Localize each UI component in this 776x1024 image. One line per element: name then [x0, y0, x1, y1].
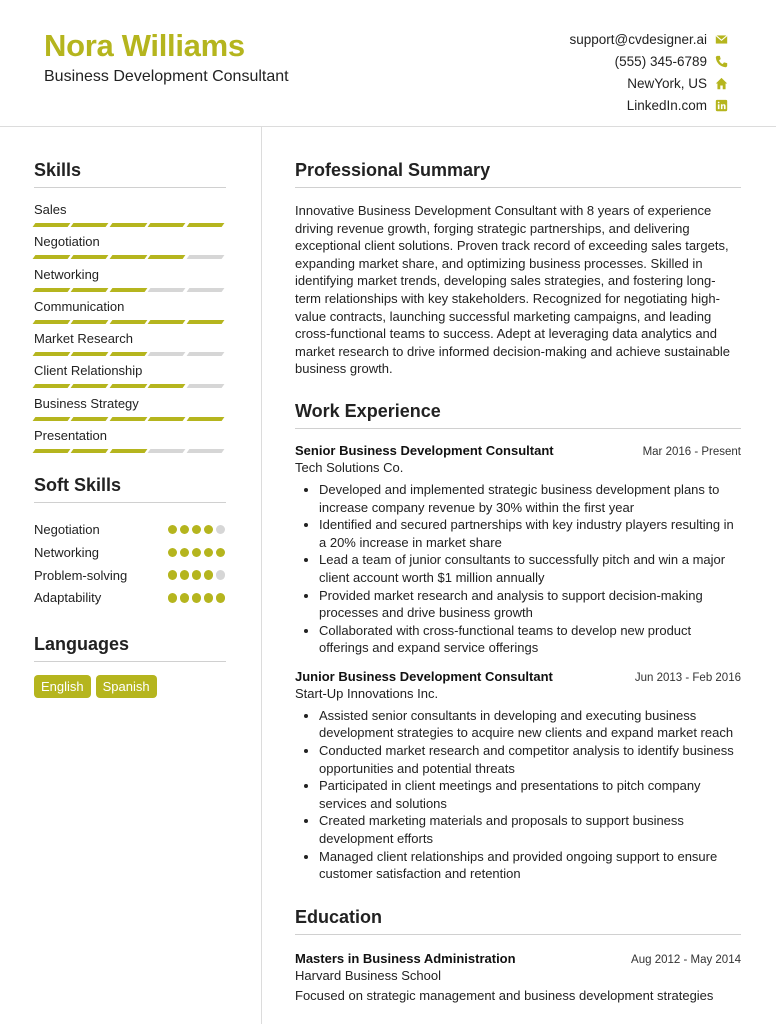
- job-entry: [295, 443, 741, 657]
- skill-item: [34, 396, 226, 428]
- skill-name: Sales: [34, 202, 67, 217]
- skill-level-segment: [148, 417, 186, 421]
- skill-level-segment: [148, 384, 186, 388]
- rating-dot: [180, 593, 190, 603]
- job-company: Tech Solutions Co.: [295, 459, 404, 475]
- education-school: Harvard Business School: [295, 967, 441, 983]
- skill-level-segment: [33, 384, 71, 388]
- soft-skill-rating: [168, 525, 226, 535]
- rating-dot: [168, 548, 178, 558]
- rating-dot: [216, 593, 226, 603]
- skill-level-segment: [33, 417, 71, 421]
- job-bullet: • Identified and secured partnerships with key industry players resulting in a 20% increase in market share: [319, 516, 741, 551]
- work-heading: Work Experience: [295, 401, 741, 429]
- job-bullet: • Assisted senior consultants in developing and executing business development strategies to acquire new clients and expand market reach: [319, 707, 741, 742]
- skill-level-segment: [33, 288, 71, 292]
- contact-location-text: NewYork, US: [627, 75, 707, 91]
- skill-item: [34, 267, 226, 299]
- rating-dot: [192, 548, 202, 558]
- job-role: Junior Business Development Consultant: [295, 668, 553, 684]
- skill-name: Business Strategy: [34, 395, 139, 411]
- skill-item: [34, 234, 226, 266]
- job-date: Mar 2016 - Present: [642, 445, 741, 458]
- skill-level-segment: [71, 417, 109, 421]
- job-company: Start-Up Innovations Inc.: [295, 685, 439, 701]
- skill-level-bar: [34, 449, 226, 453]
- skill-level-bar: [34, 320, 226, 324]
- skill-level-segment: [186, 384, 224, 388]
- contact-linkedin[interactable]: [569, 94, 728, 116]
- summary-text: Innovative Business Development Consultant with 8 years of experience driving revenue growth, forging strategic partnerships, and delivering exceptional client solutions. Proven track record of exceeding sales targets, expanding market share, and optimizing business processes. Skilled in identifying market trends, developing sales strategies, and fostering long-term relationships with key stakeholders. Recognized for negotiating high-value contracts, launching successful marketing campaigns, and leading cross-functional teams to success. Adept at leveraging data analytics and market research to drive informed decision-making and achieve sustainable business growth.: [295, 203, 730, 377]
- contact-info: [569, 28, 728, 116]
- rating-dot: [168, 525, 178, 535]
- skill-level-segment: [33, 449, 71, 453]
- education-date: Aug 2012 - May 2014: [631, 953, 741, 966]
- rating-dot: [180, 548, 190, 558]
- skill-level-bar: [34, 255, 226, 259]
- soft-skills-list: [34, 518, 226, 609]
- soft-skill-item: [34, 586, 226, 609]
- skill-level-segment: [148, 223, 186, 227]
- skill-level-bar: [34, 223, 226, 227]
- skill-name: Market Research: [34, 331, 133, 347]
- skills-heading: Skills: [34, 160, 226, 188]
- contact-phone[interactable]: [569, 50, 728, 72]
- skill-level-segment: [148, 288, 186, 292]
- main-content: [295, 127, 741, 1004]
- linkedin-icon: [715, 99, 728, 112]
- contact-phone-text: (555) 345-6789: [614, 53, 707, 69]
- skill-level-segment: [71, 288, 109, 292]
- job-bullet: • Created marketing materials and proposals to support business development efforts: [319, 812, 741, 847]
- job-bullets: [295, 707, 741, 883]
- job-date: Jun 2013 - Feb 2016: [634, 671, 741, 684]
- skill-name: Negotiation: [34, 234, 100, 250]
- job-bullet: • Developed and implemented strategic business development plans to increase company revenue by 30% within the first year: [319, 481, 741, 516]
- skill-level-segment: [109, 223, 147, 227]
- skill-name: Communication: [34, 298, 125, 314]
- skill-level-segment: [109, 384, 147, 388]
- soft-skill-rating: [168, 593, 226, 603]
- soft-skill-item: [34, 518, 226, 541]
- languages-heading: Languages: [34, 634, 226, 662]
- skill-level-segment: [186, 352, 224, 356]
- skill-level-segment: [109, 352, 147, 356]
- language-badge: Spanish: [96, 675, 157, 698]
- job-bullet: • Lead a team of junior consultants to successfully pitch and win a major client account worth $1 million annually: [319, 551, 741, 586]
- rating-dot: [216, 570, 226, 580]
- skill-level-segment: [186, 417, 224, 421]
- work-list: [295, 443, 741, 883]
- rating-dot: [168, 570, 178, 580]
- contact-email[interactable]: [569, 28, 728, 50]
- skill-level-segment: [33, 352, 71, 356]
- skill-item: [34, 331, 226, 363]
- skill-level-segment: [186, 449, 224, 453]
- job-bullet: • Managed client relationships and provided ongoing support to ensure customer satisfaction and retention: [319, 848, 741, 883]
- job-bullet: • Collaborated with cross-functional teams to develop new product offerings and expand service offerings: [319, 622, 741, 657]
- rating-dot: [204, 525, 214, 535]
- summary-heading: Professional Summary: [295, 160, 741, 188]
- phone-icon: [715, 55, 728, 68]
- skill-level-segment: [71, 320, 109, 324]
- contact-linkedin-text: LinkedIn.com: [626, 97, 707, 113]
- rating-dot: [204, 570, 214, 580]
- skill-level-segment: [148, 449, 186, 453]
- job-bullet: • Provided market research and analysis to support decision-making processes and drive business growth: [319, 587, 741, 622]
- soft-skill-rating: [168, 548, 226, 558]
- envelope-icon: [715, 33, 728, 46]
- home-icon: [715, 77, 728, 90]
- rating-dot: [192, 525, 202, 535]
- skill-level-segment: [109, 288, 147, 292]
- skill-name: Presentation: [34, 428, 107, 444]
- skill-level-segment: [109, 417, 147, 421]
- skill-level-segment: [71, 223, 109, 227]
- rating-dot: [168, 593, 178, 603]
- soft-skill-name: Networking: [34, 544, 100, 560]
- skill-item: [34, 428, 226, 460]
- skill-level-segment: [109, 255, 147, 259]
- job-bullet: • Participated in client meetings and presentations to pitch company services and solutions: [319, 777, 741, 812]
- education-entry: [295, 951, 741, 1005]
- education-list: [295, 951, 741, 1005]
- soft-skill-item: [34, 541, 226, 564]
- skill-name: Client Relationship: [34, 363, 143, 379]
- job-entry: [295, 669, 741, 883]
- skill-level-segment: [186, 223, 224, 227]
- candidate-name: Nora Williams: [44, 28, 245, 63]
- skill-item: [34, 299, 226, 331]
- rating-dot: [216, 548, 226, 558]
- rating-dot: [192, 570, 202, 580]
- skill-level-segment: [33, 255, 71, 259]
- rating-dot: [180, 570, 190, 580]
- soft-skill-name: Adaptability: [34, 590, 102, 606]
- candidate-title: Business Development Consultant: [44, 68, 289, 85]
- skill-level-segment: [109, 320, 147, 324]
- language-badge: English: [34, 675, 91, 698]
- rating-dot: [192, 593, 202, 603]
- skills-list: [34, 202, 226, 460]
- job-bullet: • Conducted market research and competitor analysis to identify business opportunities and potential threats: [319, 742, 741, 777]
- skill-level-segment: [33, 223, 71, 227]
- skill-item: [34, 202, 226, 234]
- education-header: [295, 951, 741, 966]
- skill-level-segment: [148, 255, 186, 259]
- job-header: [295, 443, 741, 458]
- rating-dot: [180, 525, 190, 535]
- contact-email-text: support@cvdesigner.ai: [569, 31, 707, 47]
- job-header: [295, 669, 741, 684]
- skill-level-segment: [148, 320, 186, 324]
- skill-level-segment: [71, 255, 109, 259]
- soft-skill-item: [34, 564, 226, 587]
- job-bullets: [295, 481, 741, 657]
- rating-dot: [216, 525, 226, 535]
- skill-level-bar: [34, 352, 226, 356]
- skill-level-bar: [34, 417, 226, 421]
- rating-dot: [204, 548, 214, 558]
- rating-dot: [204, 593, 214, 603]
- education-description: Focused on strategic management and business development strategies: [295, 987, 714, 1003]
- skill-level-segment: [71, 449, 109, 453]
- skill-level-segment: [186, 320, 224, 324]
- sidebar: [34, 127, 226, 698]
- skill-level-segment: [109, 449, 147, 453]
- column-divider: [261, 127, 262, 1024]
- skill-level-segment: [186, 255, 224, 259]
- skill-level-segment: [71, 384, 109, 388]
- skill-level-segment: [186, 288, 224, 292]
- job-role: Senior Business Development Consultant: [295, 442, 554, 458]
- skill-level-bar: [34, 288, 226, 292]
- soft-skill-name: Negotiation: [34, 522, 100, 538]
- soft-skills-heading: Soft Skills: [34, 475, 226, 503]
- resume-header: [0, 0, 776, 127]
- education-degree: Masters in Business Administration: [295, 950, 516, 966]
- skill-level-bar: [34, 384, 226, 388]
- skill-level-segment: [148, 352, 186, 356]
- soft-skill-name: Problem-solving: [34, 567, 128, 583]
- skill-item: [34, 363, 226, 395]
- skill-level-segment: [33, 320, 71, 324]
- education-heading: Education: [295, 907, 741, 935]
- soft-skill-rating: [168, 570, 226, 580]
- skill-level-segment: [71, 352, 109, 356]
- languages-list: [34, 675, 226, 698]
- contact-location: [569, 72, 728, 94]
- skill-name: Networking: [34, 266, 100, 282]
